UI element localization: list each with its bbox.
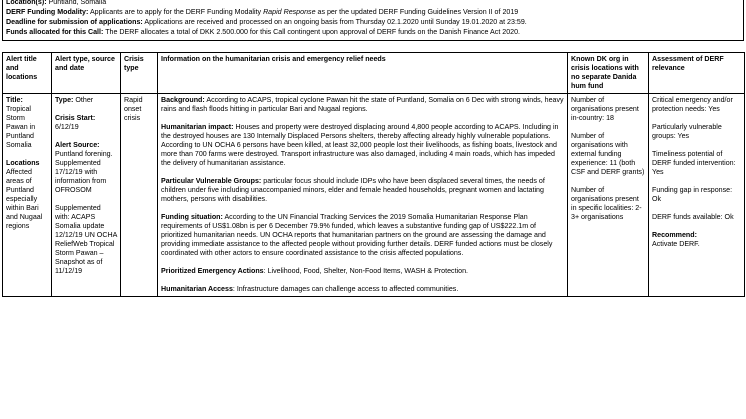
assessment-timeliness: Timeliness potential of DERF funded intervention: Yes [652,150,736,176]
background-paragraph: Background: According to ACAPS, tropical cyclone Pawan hit the state of Puntland, Somalia on 6 Dec with strong winds, heavy rains and flash floods hitting in particular Bari and Nugaal regions. [161,96,564,113]
assessment-funding-gap: Funding gap in response: Ok [652,186,733,203]
table-header-row [3,53,745,94]
assessment-critical: Critical emergency and/or protection needs: Yes [652,96,733,113]
cell-crisis-type: Rapid onset crisis [121,94,158,297]
cell-alert-type [52,94,121,297]
orgs-external: Number of organisations with external funding experience: 11 (both CSF and DERF grants) [571,132,645,176]
header-alert-type: Alert type, source and date [52,53,121,94]
header-alert-title: Alert title and locations [3,53,52,94]
header-assessment: Assessment of DERF relevance [649,53,745,94]
modality-line: DERF Funding Modality: Applicants are to apply for the DERF Funding Modality Rapid Response as per the updated DERF Funding Guidelines Version II of 2019 [6,8,519,16]
supplemented-with: Supplemented with: ACAPS Somalia update 12/12/19 UN OCHA ReliefWeb Tropical Storm Pawan – Snapshot as of 11/12/19 [55,204,117,275]
alert-type: Type: Other [55,96,94,104]
cell-alert-title [3,94,52,297]
cell-assessment [649,94,745,297]
assessment-recommendation: Recommend: Activate DERF. [652,231,700,248]
orgs-local: Number of organisations present in specific localities: 2-3+ organisations [571,186,642,221]
priority-paragraph: Prioritized Emergency Actions: Livelihood, Food, Shelter, Non-Food Items, WASH & Protection. [161,267,468,275]
impact-paragraph: Humanitarian impact: Houses and property were destroyed displacing around 4,800 people according to ACAPS. Including in the destroyed houses are 130 Internally Displaced Persons shelters, thereby affecting already highly vulnerable populations. According to UN OCHA 6 persons have been killed, at least 32,000 people lost their livelihoods, as fishing boats, livestock and more than 700 farms were destroyed. Transport infrastructure was also damaged, including 4 main roads, which has impeded the delivery of humanitarian assistance. [161,123,559,167]
crisis-start: Crisis Start: 6/12/19 [55,114,96,131]
header-crisis-type: Crisis type [121,53,158,94]
header-information: Information on the humanitarian crisis and emergency relief needs [158,53,568,94]
table-row [3,94,745,297]
deadline-line: Deadline for submission of applications: Applications are received and processed on an ongoing basis from Thursday 02.1.2020 until Sunday 19.01.2020 at 23:59. [6,18,527,26]
alert-table [2,52,745,297]
header-known-dk-org: Known DK org in crisis locations with no separate Danida hum fund [568,53,649,94]
location-line: Location(s): Puntland, Somalia [6,0,107,6]
alert-locations: Locations Affected areas of Puntland especially within Bari and Nugaal regions [6,159,43,230]
call-header [2,0,744,41]
alert-title: Title: Tropical Storm Pawan in Puntland Somalia [6,96,36,149]
cell-information [158,94,568,297]
funding-paragraph: Funding situation: According to the UN Financial Tracking Services the 2019 Somalia Humanitarian Response Plan requirements of US$1.08bn is per 6 December 79.9% funded, which leaves a substantive funding gap of US$222.1m of prioritized humanitarian needs. UN OCHA reports that humanitarian partners on the ground are assessing the damage and providing immediate assistance to the affected people without providing further details. DERF funded actions must be closely coordinated with other actors to ensure coordinated assistance to the crisis affected populations. [161,213,553,257]
orgs-present: Number of organisations present in-country: 18 [571,96,639,122]
alert-source: Alert Source: Puntland forening. Supplemented 17/12/19 with information from OFROSOM [55,141,113,194]
cell-known-dk-org [568,94,649,297]
assessment-funds-available: DERF funds available: Ok [652,213,734,221]
funds-line: Funds allocated for this Call: The DERF allocates a total of DKK 2.500.000 for this Call contingent upon approval of DERF funds on the Danish Finance Act 2020. [6,28,521,36]
assessment-vulnerable: Particularly vulnerable groups: Yes [652,123,722,140]
vulnerable-paragraph: Particular Vulnerable Groups: particular focus should include IDPs who have been displaced several times, the needs of children under five including unaccompanied minors, elder and female headed households, pregnant women and lactating mothers, persons with disabilities. [161,177,545,203]
access-paragraph: Humanitarian Access: Infrastructure damages can challenge access to affected communities. [161,285,459,293]
